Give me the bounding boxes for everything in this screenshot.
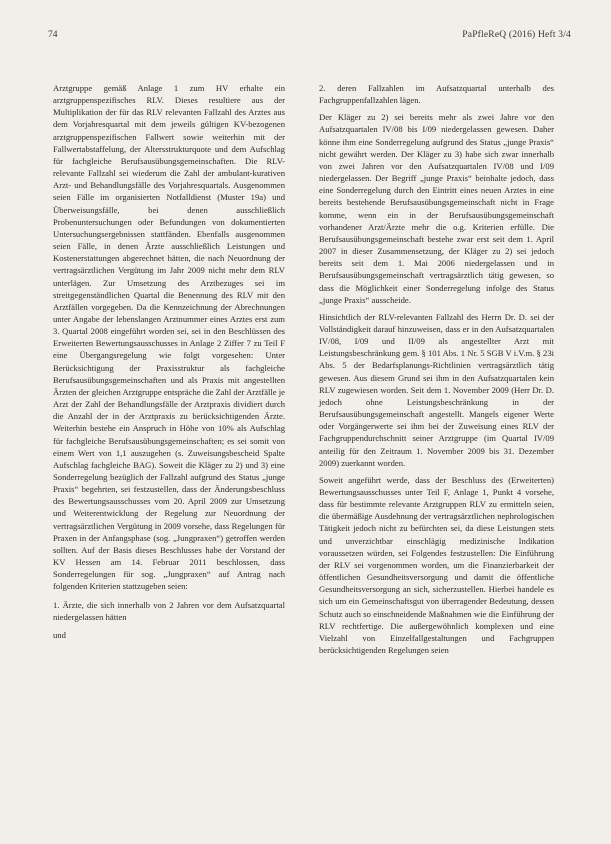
paragraph: und (53, 629, 66, 640)
paragraph: 2. deren Fallzahlen im Aufsatzquartal unterhalb des Fachgruppenfallzahlen lägen. (319, 83, 554, 106)
page-number: 74 (48, 30, 58, 40)
right-text-column (319, 82, 554, 661)
paragraph: Der Kläger zu 2) sei bereits mehr als zwei Jahre vor den Aufsatzquartalen IV/08 bis I/09 niedergelassen gewesen. Daher könne ihm eine Sonderregelung aufgrund des Status „junge Praxis“ nicht gewährt werden. Der Kläger zu 3) habe sich zwar innerhalb von zwei Jahren vor den Aufsatzquartalen IV/08 und I/09 niedergelassen. Der Begriff „junge Praxis“ beinhalte jedoch, dass eine Sonderregelung durch den Eintritt eines neuen Arztes in eine bereits bestehende Berufsausübungsgemeinschaft nicht in Frage komme, wenn ein in der Berufsausübungsgemeinschaft vorhandener Arzt/Ärzte mehr die o.g. Kriterien erfülle. Die Berufsausübungsgemeinschaft bestehe zwar erst seit dem 1. April 2007 in dieser Zusammensetzung, der Kläger zu 2) sei jedoch bereits seit dem 1. Mai 2006 niedergelassen und in Berufsausübungsgemeinschaft vertragsärztlich tätig gewesen, so dass die Möglichkeit einer Sonderregelung infolge des Status „junge Praxis“ ausscheide. (319, 112, 554, 305)
paragraph: 1. Ärzte, die sich innerhalb von 2 Jahren vor dem Aufsatzquartal niedergelassen hätten (53, 599, 285, 622)
paragraph: Hinsichtlich der RLV-relevanten Fallzahl des Herrn Dr. D. sei der Vollständigkeit darauf hinzuweisen, dass er in den Aufsatzquartalen IV/08, I/09 und II/09 als angestellter Arzt mit Leistungsbeschränkung gem. § 101 Abs. 1 Nr. 5 SGB V i.V.m. § 23i Abs. 5 der Bedarfsplanungs-Richtlinien vertragsärztlich tätig gewesen. Aus diesem Grund sei ihm in den Aufsatzquartalen kein RLV zugewiesen worden. Seit dem 1. November 2009 (Herr Dr. D. jedoch ohne Leistungsbeschränkung in der Berufsausübungsgemeinschaft angestellt. Mangels eigener Werte oder Vorgängerwerte sei ihm bei der Zuweisung eines RLV der Fachgruppendurchschnitt seiner Arztgruppe (im Quartal IV/09 anteilig für den Zeitraum 1. November 2009 bis 31. Dezember 2009) zuerkannt worden. (319, 311, 554, 468)
paragraph: Arztgruppe gemäß Anlage 1 zum HV erhalte ein arztgruppenspezifisches RLV. Dieses resultiere aus der Multiplikation der für das RLV relevanten Fallzahl des Arztes aus dem Vorjahresquartal mit dem jeweils gültigen KV-bezogenen arztgruppenspezifischen Fallwert sowie weiterhin mit der Fallwertabstaffelung, der Altersstrukturquote und dem Aufschlag für fachgleiche Berufsausübungsgemeinschaften. Die RLV-relevante Fallzahl sei wiederum die Zahl der ambulant-kurativen Arzt- und Behandlungsfälle des Vorjahresquartals. Ausgenommen seien Fälle im organisierten Notfalldienst (Muster 19a) und Überweisungsfälle, bei denen ausschließlich Probenuntersuchungen oder Befundungen von dokumentierten Untersuchungsergebnissen stattfänden. Ebenfalls ausgenommen seien Fälle, in denen Ärzte ausschließlich Leistungen und Kostenerstattungen abgerechnet hätten, die nach Neuordnung der vertragsärztlichen Vergütung im Jahr 2009 nicht mehr dem RLV unterlägen. Zur Umsetzung des Arztbezuges sei im streitgegenständlichen Quartal die Benennung des RLV mit den Arztfällen vorgegeben. Da die Kennzeichnung der Abrechnungen unter Angabe der lebenslangen Arztnummer eines Arztes erst zum 3. Quartal 2008 eingeführt worden sei, sei in den Beschlüssen des Erweiterten Bewertungsausschusses in Anlage 2 Ziffer 7 zu Teil F eine Übergangsregelung wie folgt vorgesehen: Unter Berücksichtigung der Praxisstruktur als fachgleiche Berufsausübungsgemeinschaften und als Praxis mit angestellten Ärzten der gleichen Arztgruppe entspräche die Zahl der Arztfälle je Arzt der Zahl der Behandlungsfälle der Arztpraxis dividiert durch die Anzahl der in der Arztpraxis zu berücksichtigenden Ärzte. Weiterhin bestehe ein Anspruch in Höhe von 10% als Aufschlag für fachgleiche Berufsausübungsgemeinschaften; es sei somit von einem Wert von 1,1 auszugehen (s. Zuweisungsbescheid Spalte Aufschlag fachgleiche BAG). Soweit die Kläger zu 2) und 3) eine Sonderregelung bezüglich der Fallzahl aufgrund des Status „junge Praxis“ begehrten, sei festzustellen, dass der Änderungsbeschluss des Bewertungsausschusses vom 20. April 2009 zur Umsetzung und Weiterentwicklung der Regelung zur Neuordnung der vertragsärztlichen Vergütung in 2009 vorsehe, dass Regelungen für Praxen in der Anfangsphase (sog. „Jungpraxen“) getroffen werden sollten. Auf der Basis dieses Beschlusses habe der Vorstand der KV Hessen am 14. Februar 2011 beschlossen, dass Sonderregelungen für sog. „Jungpraxen“ auf Antrag nach folgenden Kriterien stattzugeben seien: (53, 83, 285, 592)
paragraph: Soweit angeführt werde, dass der Beschluss des (Erweiterten) Bewertungsausschusses unter Teil F, Anlage 1, Punkt 4 vorsehe, dass für bestimmte relevante Arztgruppen RLV zu ermitteln seien, die übermäßige Ausdehnung der vertragsärztlichen nephrologischen Tätigkeit jedoch nicht zu befürchten sei, da diese Leistungen stets und unverzichtbar einschlägig medizinische Indikation voraussetzen würden, sei Folgendes festzustellen: Die Einführung der RLV sei vorgenommen worden, um die Finanzierbarkeit der öffentlichen Gesundheitsversorgung und damit die öffentliche Gesundheitsversorgung an sich, sicherzustellen. Hierbei handele es sich um ein Gemeinschaftsgut von überragender Bedeutung, dessen Schutz auch so einschneidende Maßnahmen wie die Einführung der RLV rechtfertige. Die außergewöhnlich komplexen und eine Vielzahl von Einzelfallgestaltungen und Fachgruppen berücksichtigenden Regelungen seien (319, 474, 554, 656)
page-header (48, 30, 571, 44)
journal-reference: PaPfleReQ (2016) Heft 3/4 (462, 30, 571, 40)
left-text-column (53, 82, 285, 646)
